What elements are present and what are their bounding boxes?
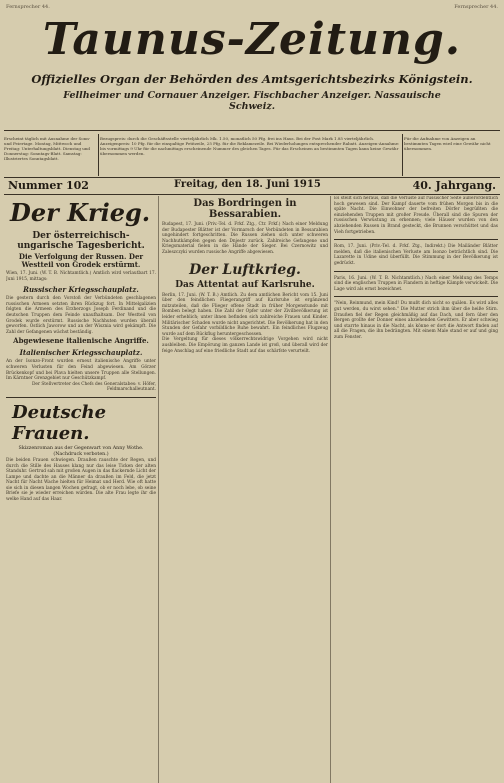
reprint-note: (Nachdruck verboten.) bbox=[53, 451, 109, 457]
divider bbox=[402, 134, 403, 176]
info-strip bbox=[4, 134, 500, 176]
issue-line bbox=[4, 178, 500, 194]
theatre-russian: Russischer Kriegsschauplatz. bbox=[23, 285, 139, 295]
article-body: Paris, 16. Juni. (W. T. B. Nichtamtlich.) Nach einer Meldung des Temps sind die englischen Truppen in Flandern in heftige Kämpfe verwickelt. Die Lage wird als ernst bezeichnet. bbox=[334, 275, 498, 292]
issue-date: Freitag, den 18. Juni 1915 bbox=[174, 179, 321, 190]
signoff: Der Stellvertreter des Chefs des Generalstabes: v. Höfer, Feldmarschalleutnant. bbox=[31, 381, 156, 393]
headline-luftkrieg: Der Luftkrieg. bbox=[189, 261, 301, 278]
issue-number: Nummer 102 bbox=[8, 179, 89, 192]
newspaper-subsubtitle: Fellheimer und Cornauer Anzeiger. Fischbacher Anzeiger. Nassauische Schweiz. bbox=[63, 90, 441, 112]
telephone-right: Fernsprecher 44. bbox=[454, 4, 498, 10]
ad-note: Für die Aufnahme von Anzeigen an bestimmten Tagen wird eine Gewähr nicht übernommen. bbox=[404, 136, 491, 151]
article-body: Die Vergeltung für dieses völkerrechtswidrige Vorgehen wird nicht ausbleiben. Die Empörung im ganzen Lande ist groß, und überall wird der feige Anschlag auf eine friedliche Stadt auf das schärfste verurteilt. bbox=[162, 337, 328, 354]
divider bbox=[98, 134, 99, 176]
serial-body: Die beiden Frauen schwiegen. Draußen rauschte der Regen, und durch die Stille des Hauses klang nur das leise Ticken der alten Standuhr. Gertrud sah mit großen Augen in das flackernde Licht der Lampe und dachte an die Männer da draußen im Feld, die jetzt Nacht für Nacht Wache hielten für Heimat und Herd. Wie oft hatte sie sich in diesen langen Wochen gefragt, ob er noch lebe, ob seine Briefe sie je wieder erreichen würden. Die alte Frau legte ihr die welke Hand auf das Haar. bbox=[6, 457, 156, 503]
article-body: Die gestern durch den Vorstoß der Verbündeten geschlagenen russischen Armeen setzten ihren Rückzug fort. In Mittelgalizien folgten die Armeen des Erzherzogs Joseph Ferdinand und die deutschen Truppen dem Feinde unaufhaltsam. Der Westteil von Grodek wurde erstürmt. Russische Nachhuten wurden überall geworfen. Östlich Jaworow und an der Wisznia wird gekämpft. Die Zahl der Gefangenen wächst beständig. bbox=[6, 296, 156, 335]
serial-body: "Nein, Reinmund, mein Kind! Du mußt dich nicht so quälen. Es wird alles gut werden, du wirst sehen." Die Mutter strich ihm über die heiße Stirn. Draußen fiel der Regen gleichmäßig auf das Dach, und fern über den Bergen grollte der Donner eines abziehenden Gewitters. Er aber schwieg und starrte hinaus in die Nacht, als könne er dort die Antwort finden auf all die Fragen, die ihn bedrängten. Mit einem Male stand er auf und ging zum Fenster. bbox=[334, 301, 498, 340]
dateline: Wien, 17. Juni. (W. T. B. Nichtamtlich.) Amtlich wird verlautbart 17. Juni 1915, mittags: bbox=[6, 271, 156, 282]
article-body: An der Isonzo-Front wurden erneut italienische Angriffe unter schweren Verlusten für den Feind abgewiesen. Am Görzer Brückenkopf und bei Plava hielten unsere Truppen alle Stellungen. Im Kärntner Grenzgebiet nur Geschützkampf. bbox=[6, 359, 156, 382]
subhead-italian: Abgewiesene italienische Angriffe. bbox=[13, 336, 149, 346]
report-title: Der österreichisch-ungarische Tagesbericht. bbox=[17, 231, 145, 251]
headline-bessarabien: Das Bordringen in Bessarabien. bbox=[193, 198, 297, 220]
issue-volume: 40. Jahrgang. bbox=[412, 179, 496, 192]
headline-der-krieg: Der Krieg. bbox=[10, 198, 151, 227]
newspaper-subtitle: Offizielles Organ der Behörden des Amtsgerichtsbezirks Königstein. bbox=[31, 72, 473, 86]
divider bbox=[158, 196, 159, 783]
publication-schedule: Erscheint täglich mit Ausnahme der Sonn- und Feiertage. Montag, Mittwoch und Freitag: Unterhaltungsblatt. Dienstag und Donnerstag: Sonntags-Blatt. Samstag: Illustriertes Sonntagsblatt. bbox=[4, 136, 91, 161]
article-body: Rom, 17. Juni. (Priv.-Tel. d. Frkf. Ztg., Indirekt.) Die Mailänder Blätter melden, daß die italienischen Verluste am Isonzo beträchtlich sind. Die Lazarette in Udine sind überfüllt. Die Stimmung in der Bevölkerung ist gedrückt. bbox=[334, 244, 498, 266]
divider bbox=[334, 296, 498, 297]
article-body: Budapest, 17. Juni. (Priv.-Tel. d. Frkf. Ztg., Ctr. Frkf.) Nach einer Meldung der Budapester Blätter ist der Vormarsch der Verbündeten in Bessarabien ungehindert fortgeschritten. Die Russen ziehen sich unter schweren Nachhutkämpfen gegen den Dnjestr zurück. Zahlreiche Gefangene und Kriegsmaterial fielen in die Hände der Sieger. Bei Czernowitz und Zaleszczyki wurden russische Angriffe abgewiesen. bbox=[162, 222, 328, 255]
column-left bbox=[6, 196, 156, 783]
article-body: Berlin, 17. Juni. (W. T. B.) Amtlich. Zu dem amtlichen Bericht vom 15. Juni über den feindlichen Fliegerangriff auf Karlsruhe ist ergänzend mitzuteilen, daß die Flieger offene Stadt in früher Morgenstunde mit Bomben belegt haben. Die Zahl der Opfer unter der Zivilbevölkerung ist leider erheblich; unter ihnen befinden sich zahlreiche Frauen und Kinder. Militärischer Schaden wurde nicht angerichtet. Die Bevölkerung hat in den Stunden der Gefahr vorbildliche Ruhe bewahrt. Ein feindliches Flugzeug wurde auf dem Rückflug heruntergeschossen. bbox=[162, 292, 328, 337]
serial-byline: Skizzenroman aus der Gegenwart von Anny Wothe. bbox=[18, 445, 144, 451]
divider bbox=[330, 196, 331, 783]
subscription-prices: Bezugspreis: durch die Geschäftsstelle vierteljährlich Mk. 1.50, monatlich 50 Pfg. frei ins Haus. Bei der Post Mark 1.85 vierteljährlich. Anzeigenpreis: 10 Pfg. für die einspaltige Petitzeile, 25 Pfg. für die Reklamezeile. Bei Wiederholungen entsprechender Rabatt. Anzeigen-Annahme: bis vormittags 9 Uhr für die nachmittags erscheinende Nummer des gleichen Tages. Für das Erscheinen an bestimmten Tagen kann keine Gewähr übernommen werden. bbox=[100, 136, 400, 156]
divider bbox=[334, 271, 498, 272]
theatre-italian: Italienischer Kriegsschauplatz. bbox=[19, 348, 143, 358]
masthead bbox=[0, 0, 504, 126]
divider bbox=[334, 239, 498, 240]
column-right bbox=[334, 196, 498, 783]
divider bbox=[4, 130, 500, 131]
divider bbox=[4, 194, 500, 195]
divider bbox=[6, 397, 156, 398]
telephone-left: Fernsprecher 44. bbox=[6, 4, 50, 10]
headline-karlsruhe: Das Attentat auf Karlsruhe. bbox=[175, 279, 315, 290]
article-body: Es stellt sich heraus, daß die Verluste auf russischer Seite außerordentlich hoch gewesen sind. Der Kampf dauerte vom frühen Morgen bis in die späte Nacht. Die Einwohner der befreiten Dörfer begrüßten die einziehenden Truppen mit großer Freude. Überall sind die Spuren der russischen Verwüstung zu erkennen; viele Häuser wurden von den abziehenden Russen in Brand gesteckt, die Brunnen verschüttet und das Vieh fortgetrieben. bbox=[334, 196, 498, 235]
column-middle bbox=[162, 196, 328, 783]
serial-title: Deutsche Frauen. bbox=[12, 401, 107, 444]
pursuit-heading: Die Verfolgung der Russen. Der Westteil von Grodek erstürmt. bbox=[18, 252, 144, 269]
newspaper-title: Taunus-Zeitung. bbox=[42, 14, 462, 65]
